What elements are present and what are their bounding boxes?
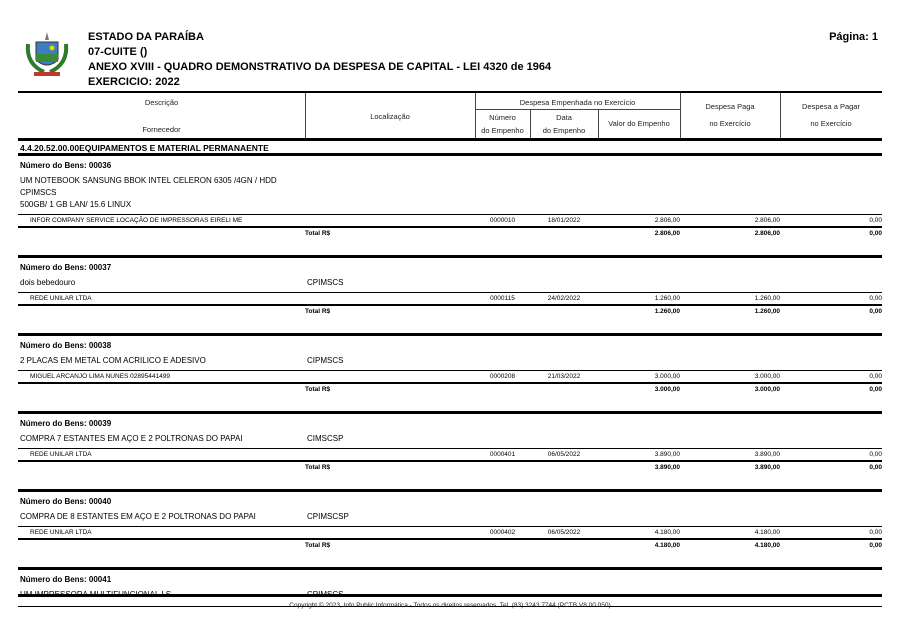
total-paid: 4.180,00	[754, 542, 780, 549]
total-to-pay: 0,00	[869, 386, 882, 393]
total-paid: 3.000,00	[754, 386, 780, 393]
total-empenho: 3.000,00	[654, 386, 680, 393]
empenho-date: 24/02/2022	[547, 295, 581, 302]
col-numero-2: do Empenho	[481, 126, 524, 135]
supplier-name: REDE UNILAR LTDA	[30, 451, 92, 458]
total-paid: 3.890,00	[754, 464, 780, 471]
table-row	[18, 370, 882, 384]
asset-location: CPIMSCSP	[307, 512, 349, 521]
total-label: Total R$	[305, 308, 331, 315]
asset-block	[18, 333, 882, 397]
asset-location: CPIMSCS	[307, 590, 344, 599]
footer-copyright: Copyright © 2023, Info Public Informática - Todos os direitos reservados. Tel. (83) 3243 7744 (PCTB V8.00.050)	[18, 594, 882, 609]
supplier-name: REDE UNILAR LTDA	[30, 295, 92, 302]
table-header	[18, 91, 882, 141]
page-number: Página: 1	[829, 31, 878, 43]
col-descricao: Descrição	[144, 98, 179, 107]
total-paid: 2.806,00	[754, 230, 780, 237]
report-title: ANEXO XVIII - QUADRO DEMONSTRATIVO DA DESPESA DE CAPITAL - LEI 4320 de 1964	[88, 61, 552, 73]
total-paid: 1.260,00	[754, 308, 780, 315]
supplier-name: MIGUEL ARCANJO LIMA NUNES 02895441499	[30, 373, 170, 380]
asset-location: CIMSCSP	[307, 434, 344, 443]
total-label: Total R$	[305, 386, 331, 393]
asset-location	[307, 175, 477, 199]
paid-value: 3.000,00	[754, 373, 780, 380]
col-fornecedor: Fornecedor	[142, 125, 181, 134]
to-pay-value: 0,00	[869, 373, 882, 380]
col-empenhada: Despesa Empenhada no Exercício	[519, 98, 636, 107]
paid-value: 2.806,00	[754, 217, 780, 224]
asset-number: Número do Bens: 00038	[20, 341, 112, 350]
total-empenho: 4.180,00	[654, 542, 680, 549]
paid-value: 3.890,00	[754, 451, 780, 458]
table-row	[18, 214, 882, 228]
table-row	[18, 292, 882, 306]
to-pay-value: 0,00	[869, 295, 882, 302]
empenho-value: 3.890,00	[654, 451, 680, 458]
asset-description-cont: 500GB/ 1 GB LAN/ 15.6 LINUX	[20, 200, 132, 209]
asset-description: UM NOTEBOOK SANSUNG BBOK INTEL CELERON 6305 /4GN / HDD CPIMSCS	[20, 176, 277, 197]
empenho-value: 2.806,00	[654, 217, 680, 224]
col-data-1: Data	[556, 113, 572, 122]
empenho-value: 3.000,00	[654, 373, 680, 380]
empenho-number: 0000010	[489, 217, 516, 224]
to-pay-value: 0,00	[869, 529, 882, 536]
supplier-name: INFOR COMPANY SERVICE LOCAÇÃO DE IMPRESSORAS EIRELI ME	[30, 217, 243, 224]
col-data-2: do Empenho	[542, 126, 586, 135]
asset-number: Número do Bens: 00037	[20, 263, 112, 272]
empenho-date: 21/03/2022	[547, 373, 581, 380]
asset-location: CPIMSCS	[307, 278, 344, 287]
empenho-date: 06/05/2022	[547, 451, 581, 458]
asset-number: Número do Bens: 00036	[20, 161, 112, 170]
empenho-number: 0000208	[489, 373, 516, 380]
total-empenho: 1.260,00	[654, 308, 680, 315]
col-valor: Valor do Empenho	[608, 119, 670, 128]
empenho-number: 0000401	[489, 451, 516, 458]
total-row	[18, 462, 882, 475]
total-to-pay: 0,00	[869, 464, 882, 471]
asset-description: 2 PLACAS EM METAL COM ACRILICO E ADESIVO	[20, 356, 206, 365]
total-empenho: 3.890,00	[654, 464, 680, 471]
coat-of-arms-icon	[22, 30, 72, 80]
asset-block	[18, 411, 882, 475]
total-label: Total R$	[305, 542, 331, 549]
empenho-value: 4.180,00	[654, 529, 680, 536]
asset-description: dois bebedouro	[20, 278, 76, 287]
exercise-year: EXERCICIO: 2022	[88, 76, 180, 88]
empenho-number: 0000115	[490, 295, 515, 302]
total-to-pay: 0,00	[869, 230, 882, 237]
empenho-date: 18/01/2022	[547, 217, 581, 224]
paid-value: 4.180,00	[754, 529, 780, 536]
total-to-pay: 0,00	[869, 308, 882, 315]
total-row	[18, 306, 882, 319]
items-list	[18, 156, 882, 607]
asset-block	[18, 156, 882, 241]
total-to-pay: 0,00	[869, 542, 882, 549]
asset-block	[18, 489, 882, 553]
supplier-name: REDE UNILAR LTDA	[30, 529, 92, 536]
table-row	[18, 526, 882, 540]
col-paga-1: Despesa Paga	[705, 102, 755, 111]
empenho-number: 0000402	[489, 529, 516, 536]
asset-description: COMPRA DE 8 ESTANTES EM AÇO E 2 POLTRONAS DO PAPAI	[20, 512, 256, 521]
total-row	[18, 384, 882, 397]
asset-number: Número do Bens: 00041	[20, 575, 112, 584]
state-name: ESTADO DA PARAÍBA	[88, 31, 204, 43]
asset-block	[18, 255, 882, 319]
total-row	[18, 540, 882, 553]
asset-location: CIPMSCS	[307, 356, 344, 365]
asset-description: UM IMPRESSORA MULTIFUNCIONAL LS	[20, 590, 172, 599]
total-empenho: 2.806,00	[654, 230, 680, 237]
asset-description: COMPRA 7 ESTANTES EM AÇO E 2 POLTRONAS DO PAPAI	[20, 434, 243, 443]
entity-name: 07-CUITE ()	[88, 46, 148, 58]
table-row	[18, 448, 882, 462]
to-pay-value: 0,00	[869, 217, 882, 224]
col-paga-2: no Exercício	[709, 119, 751, 128]
total-label: Total R$	[305, 464, 331, 471]
total-row	[18, 228, 882, 241]
asset-number: Número do Bens: 00040	[20, 497, 112, 506]
section-heading: 4.4.20.52.00.00EQUIPAMENTOS E MATERIAL PERMANAENTE	[18, 142, 882, 156]
total-label: Total R$	[305, 230, 331, 237]
paid-value: 1.260,00	[754, 295, 780, 302]
empenho-date: 06/05/2022	[547, 529, 581, 536]
col-pagar-2: no Exercício	[810, 119, 852, 128]
col-pagar-1: Despesa a Pagar	[802, 102, 860, 111]
col-localizacao: Localização	[370, 112, 410, 121]
to-pay-value: 0,00	[869, 451, 882, 458]
asset-number: Número do Bens: 00039	[20, 419, 112, 428]
col-numero-1: Número	[489, 113, 516, 122]
empenho-value: 1.260,00	[654, 295, 680, 302]
